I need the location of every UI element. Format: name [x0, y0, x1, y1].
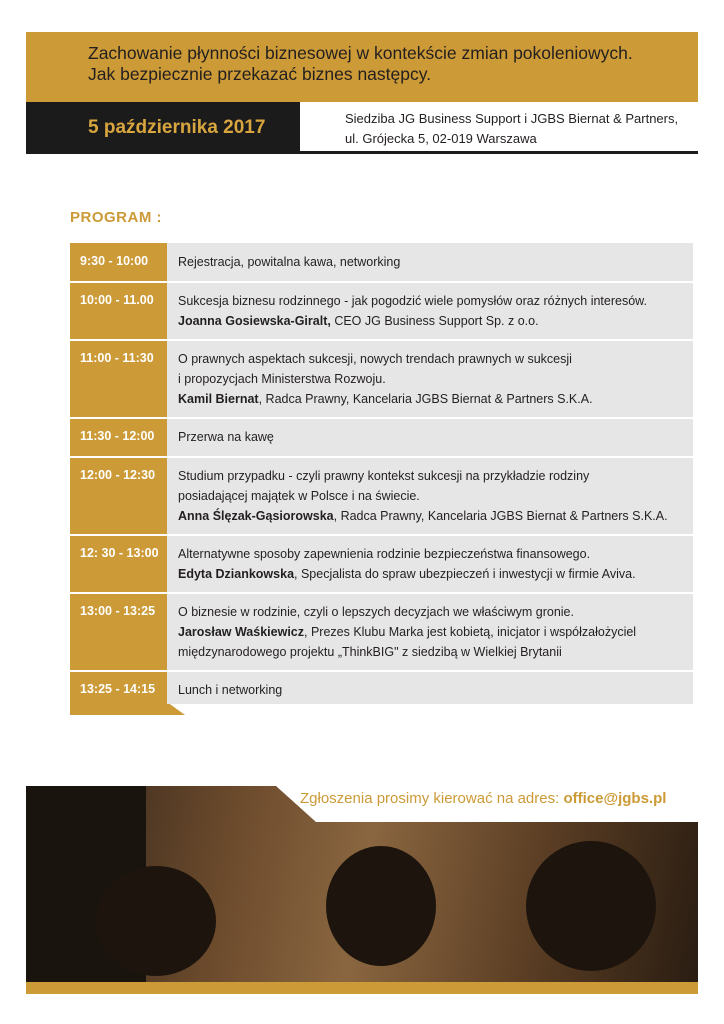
program-item-description — [178, 349, 693, 409]
speaker-role: , Radca Prawny, Kancelaria JGBS Biernat & Partners S.K.A. — [333, 509, 668, 523]
program-item-line: posiadającej majątek w Polsce i na świecie. — [178, 489, 420, 503]
program-item-time: 9:30 - 10:00 — [80, 254, 149, 268]
program-item-line: Alternatywne sposoby zapewnienia rodzinie bezpieczeństwa finansowego. — [178, 547, 591, 561]
program-item-speaker-line — [178, 389, 693, 409]
program-item-description — [178, 680, 693, 700]
speaker-name: Edyta Dziankowska — [178, 567, 295, 581]
program-item-description — [178, 427, 693, 447]
program-item-speaker-line — [178, 506, 693, 526]
speaker-name: Kamil Biernat — [178, 392, 259, 406]
program-item-time: 11:30 - 12:00 — [80, 429, 155, 443]
program-item-time: 12:00 - 12:30 — [80, 468, 156, 482]
program-item-time: 13:25 - 14:15 — [80, 682, 156, 696]
program-item-time: 11:00 - 11:30 — [80, 351, 154, 365]
program-item-line: O prawnych aspektach sukcesji, nowych trendach prawnych w sukcesji — [178, 352, 572, 366]
program-item-time: 10:00 - 11.00 — [80, 293, 154, 307]
program-item-description — [178, 252, 693, 272]
event-title-line-1: Zachowanie płynności biznesowej w kontekście zmian pokoleniowych. — [88, 43, 633, 63]
program-item — [70, 457, 693, 535]
program-item-line: Sukcesja biznesu rodzinnego - jak pogodzić wiele pomysłów oraz różnych interesów. — [178, 294, 647, 308]
event-title — [88, 43, 698, 85]
program-item-time: 13:00 - 13:25 — [80, 604, 156, 618]
program-item-line: Studium przypadku - czyli prawny kontekst sukcesji na przykładzie rodziny — [178, 469, 590, 483]
program-item — [70, 593, 693, 671]
program-item — [70, 671, 693, 704]
program-item-speaker-line — [178, 311, 693, 331]
program-item-description — [178, 544, 693, 584]
program-item-speaker-line — [178, 564, 693, 584]
program-item — [70, 282, 693, 340]
person-silhouette-2 — [326, 846, 436, 966]
program-item-line: międzynarodowego projektu „ThinkBIG" z siedzibą w Wielkiej Brytanii — [178, 645, 562, 659]
speaker-name: Anna Ślęzak-Gąsiorowska — [178, 509, 334, 523]
person-silhouette-3 — [526, 841, 656, 971]
program-item-speaker-line — [178, 622, 693, 642]
speaker-role: , Specjalista do spraw ubezpieczeń i inwestycji w firmie Aviva. — [294, 567, 636, 581]
program-item — [70, 243, 693, 282]
program-item-line: O biznesie w rodzinie, czyli o lepszych decyzjach we właściwym gronie. — [178, 605, 574, 619]
program-item-line: Przerwa na kawę — [178, 430, 274, 444]
person-silhouette-1 — [96, 866, 216, 976]
program-item-description — [178, 466, 693, 526]
speaker-role: CEO JG Business Support Sp. z o.o. — [330, 314, 539, 328]
registration-prompt: Zgłoszenia prosimy kierować na adres: — [300, 790, 564, 807]
program-item — [70, 418, 693, 457]
event-title-line-2: Jak bezpiecznie przekazać biznes następcy. — [88, 64, 432, 84]
program-item-line: i propozycjach Ministerstwa Rozwoju. — [178, 372, 386, 386]
event-date: 5 października 2017 — [88, 117, 266, 138]
venue-line-1: Siedziba JG Business Support i JGBS Biernat & Partners, — [345, 111, 679, 126]
venue-line-2: ul. Grójecka 5, 02-019 Warszawa — [345, 131, 537, 146]
program-item-description — [178, 291, 693, 331]
program-item-description — [178, 602, 693, 662]
speaker-role: , Radca Prawny, Kancelaria JGBS Biernat & Partners S.K.A. — [258, 392, 593, 406]
program-item-line: Lunch i networking — [178, 683, 283, 697]
program-item-line: Rejestracja, powitalna kawa, networking — [178, 255, 401, 269]
footer-photo — [26, 786, 698, 982]
program-heading: PROGRAM : — [70, 209, 162, 226]
speaker-name: Jarosław Waśkiewicz — [178, 625, 304, 639]
speaker-role: , Prezes Klubu Marka jest kobietą, inicjator i współzałożyciel — [304, 625, 637, 639]
program-item — [70, 340, 693, 418]
registration-email[interactable]: office@jgbs.pl — [563, 790, 667, 807]
venue-address — [345, 109, 678, 149]
speaker-name: Joanna Gosiewska-Giralt, — [178, 314, 331, 328]
footer-gold-bar — [26, 982, 698, 994]
program-item — [70, 535, 693, 593]
program-item-time: 12: 30 - 13:00 — [80, 546, 159, 560]
registration-note — [300, 790, 666, 807]
